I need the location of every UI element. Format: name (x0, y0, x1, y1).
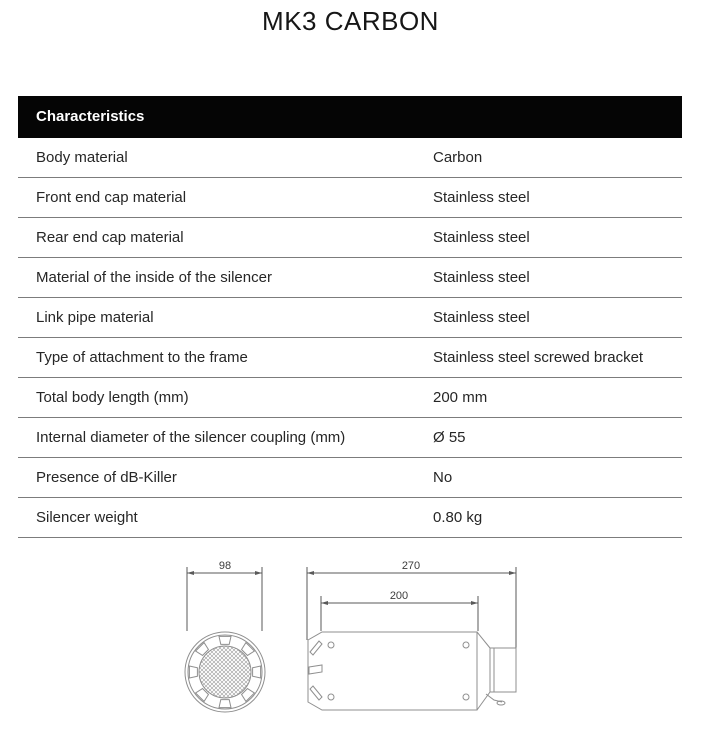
spec-value: Stainless steel (433, 189, 530, 206)
side-view-drawing (308, 632, 516, 710)
characteristics-table (18, 96, 682, 538)
spec-label: Presence of dB-Killer (36, 469, 177, 486)
spec-label: Type of attachment to the frame (36, 349, 248, 366)
table-row (18, 178, 682, 218)
spec-label: Body material (36, 149, 128, 166)
spec-label: Silencer weight (36, 509, 138, 526)
dimension-98-label: 98 (218, 560, 232, 572)
spec-label: Internal diameter of the silencer coupling (mm) (36, 429, 346, 446)
table-row (18, 418, 682, 458)
table-row (18, 298, 682, 338)
spec-value: No (433, 469, 453, 486)
table-row (18, 498, 682, 538)
spec-value: 200 mm (433, 389, 488, 406)
dimension-200-label: 200 (389, 590, 409, 602)
table-row (18, 258, 682, 298)
spec-label: Front end cap material (36, 189, 187, 206)
table-row (18, 138, 682, 178)
spec-label: Material of the inside of the silencer (36, 269, 272, 286)
spec-label: Rear end cap material (36, 229, 184, 246)
spec-value: Stainless steel (433, 229, 530, 246)
front-view-drawing (185, 632, 265, 712)
table-row (18, 378, 682, 418)
screw-icon (328, 642, 469, 700)
dimension-270 (307, 567, 516, 648)
spec-label: Total body length (mm) (36, 389, 189, 406)
table-row (18, 338, 682, 378)
spec-value: Stainless steel screwed bracket (433, 349, 644, 366)
table-header: Characteristics (18, 96, 682, 138)
table-row (18, 218, 682, 258)
spec-value: Carbon (433, 149, 483, 166)
spec-label: Link pipe material (36, 309, 154, 326)
bracket-tab (486, 694, 505, 705)
table-row (18, 458, 682, 498)
front-band-slots (309, 641, 322, 700)
technical-drawing (150, 558, 570, 737)
dimension-98 (187, 567, 262, 631)
spec-value: Stainless steel (433, 309, 530, 326)
spec-value: 0.80 kg (433, 509, 483, 526)
dimension-270-label: 270 (401, 560, 421, 572)
spec-value: Ø 55 (433, 429, 466, 446)
spec-value: Stainless steel (433, 269, 530, 286)
page-title: MK3 CARBON (262, 6, 439, 36)
